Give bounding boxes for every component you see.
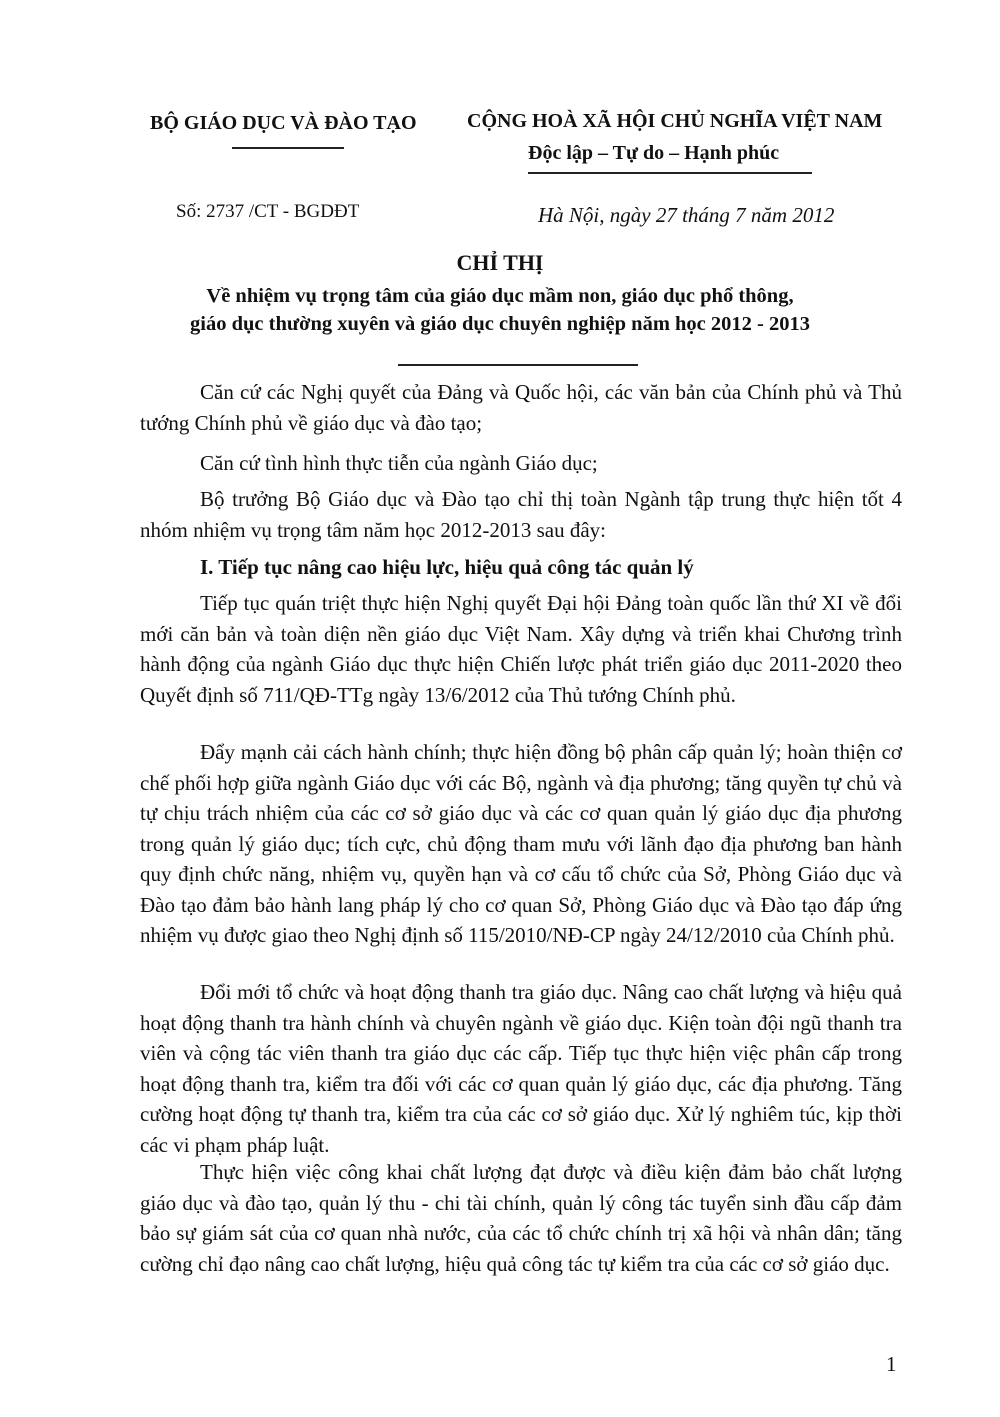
ministry-name: BỘ GIÁO DỤC VÀ ĐÀO TẠO xyxy=(150,112,417,134)
document-subject-line2: giáo dục thường xuyên và giáo dục chuyên nghiệp năm học 2012 - 2013 xyxy=(190,313,810,335)
preamble-paragraph-1: Căn cứ các Nghị quyết của Đảng và Quốc hội, các văn bản của Chính phủ và Thủ tướng Chính phủ về giáo dục và đào tạo; xyxy=(140,380,902,435)
preamble-paragraph-2: Căn cứ tình hình thực tiễn của ngành Giáo dục; xyxy=(200,451,598,475)
country-name: CỘNG HOÀ XÃ HỘI CHỦ NGHĨA VIỆT NAM xyxy=(467,110,883,132)
section-paragraph-1: Tiếp tục quán triệt thực hiện Nghị quyết Đại hội Đảng toàn quốc lần thứ XI về đổi mới căn bản và toàn diện nền giáo dục Việt Nam. Xây dựng và triển khai Chương trình hành động của ngành Giáo dục thực hiện Chiến lược phát triển giáo dục 2011-2020 theo Quyết định số 711/QĐ-TTg ngày 13/6/2012 của Thủ tướng Chính phủ. xyxy=(140,591,902,707)
section-paragraph-3: Đổi mới tổ chức và hoạt động thanh tra giáo dục. Nâng cao chất lượng và hiệu quả hoạt động thanh tra hành chính và chuyên ngành về giáo dục. Kiện toàn đội ngũ thanh tra viên và cộng tác viên thanh tra giáo dục các cấp. Tiếp tục thực hiện việc phân cấp trong hoạt động thanh tra, kiểm tra đối với các cơ quan quản lý giáo dục, các địa phương. Tăng cường hoạt động tự thanh tra, kiểm tra của các cơ sở giáo dục. Xử lý nghiêm túc, kịp thời các vi phạm pháp luật. xyxy=(140,980,902,1157)
ministry-underline xyxy=(232,147,344,149)
section-heading: I. Tiếp tục nâng cao hiệu lực, hiệu quả công tác quản lý xyxy=(200,555,694,579)
preamble-paragraph-3: Bộ trưởng Bộ Giáo dục và Đào tạo chỉ thị toàn Ngành tập trung thực hiện tốt 4 nhóm nhiệm vụ trọng tâm năm học 2012-2013 sau đây: xyxy=(140,487,902,542)
place-and-date: Hà Nội, ngày 27 tháng 7 năm 2012 xyxy=(538,203,835,227)
section-paragraph-2: Đẩy mạnh cải cách hành chính; thực hiện đồng bộ phân cấp quản lý; hoàn thiện cơ chế phối hợp giữa ngành Giáo dục với các Bộ, ngành và địa phương; tăng quyền tự chủ và tự chịu trách nhiệm của các cơ sở giáo dục và các cơ quan quản lý giáo dục địa phương trong quản lý giáo dục; tích cực, chủ động tham mưu với lãnh đạo địa phương ban hành quy định chức năng, nhiệm vụ, quyền hạn và cơ cấu tổ chức của Sở, Phòng Giáo dục và Đào tạo đảm bảo hành lang pháp lý cho cơ quan Sở, Phòng Giáo dục và Đào tạo đáp ứng nhiệm vụ được giao theo Nghị định số 115/2010/NĐ-CP ngày 24/12/2010 của Chính phủ. xyxy=(140,740,902,947)
document-type-title: CHỈ THỊ xyxy=(456,250,544,275)
title-underline xyxy=(398,364,638,366)
motto-underline xyxy=(528,172,812,174)
national-motto: Độc lập – Tự do – Hạnh phúc xyxy=(528,142,780,164)
page-number: 1 xyxy=(886,1352,897,1376)
document-number: Số: 2737 /CT - BGDĐT xyxy=(176,201,360,222)
section-paragraph-4: Thực hiện việc công khai chất lượng đạt được và điều kiện đảm bảo chất lượng giáo dục và đào tạo, quản lý thu - chi tài chính, quản lý công tác tuyển sinh đầu cấp đảm bảo sự giám sát của cơ quan nhà nước, của các tổ chức chính trị xã hội và nhân dân; tăng cường chỉ đạo nâng cao chất lượng, hiệu quả công tác tự kiểm tra của các cơ sở giáo dục. xyxy=(140,1160,902,1276)
document-subject-line1: Về nhiệm vụ trọng tâm của giáo dục mầm non, giáo dục phổ thông, xyxy=(206,285,794,307)
